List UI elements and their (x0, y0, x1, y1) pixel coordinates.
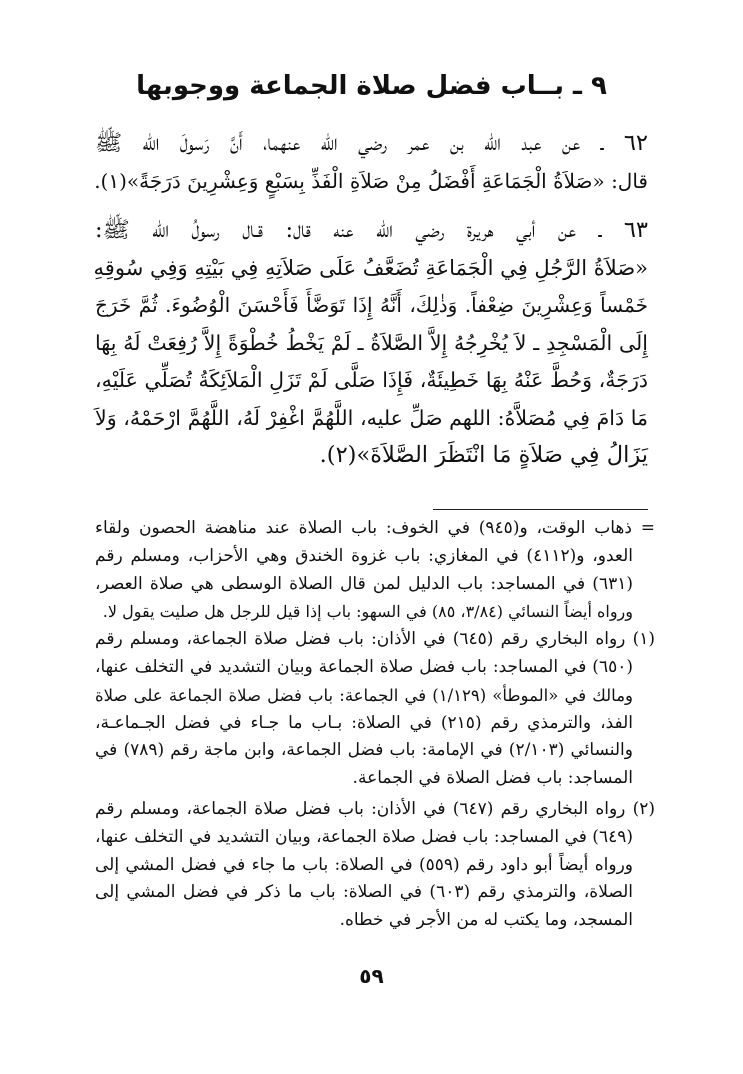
page-number: ٥٩ (359, 964, 384, 988)
hadith-63-line: ٦٣ ـ عن أبي هريرة رضي الله عنه قال: قـال رسولُ الله ﷺ: (95, 217, 648, 243)
footnote-line: الفذ، والترمذي رقم (٢١٥) في الصلاة: بـاب ما جـاء في فضل الجـماعـة، (95, 712, 633, 733)
hadith-63-line: خَمْساً وَعِشْرِينَ ضِعْفاً. وَذٰلِكَ، أَنَّهُ إِذَا تَوَضَّأَ فَأَحْسَنَ الْوُضُوءَ. ثُمَّ خَرَجَ (95, 293, 648, 317)
footnote-2 (95, 796, 655, 935)
footnote-line: (٦٣١) في المساجد: باب الدليل لمن قال الصلاة الوسطى هي صلاة العصر، (95, 573, 633, 594)
footnote-line: ورواه أيضاً أبو داود رقم (٥٥٩) في الصلاة: باب ما جاء في فضل المشي إلى (95, 854, 633, 875)
footnote-line: المساجد: باب فضل الصلاة في الجماعة. (352, 768, 633, 789)
chapter-title: ٩ ـ بــاب فضل صلاة الجماعة ووجوبها (136, 71, 607, 101)
footnote-line: العدو، و(٤١١٢) في المغازي: باب غزوة الخندق وهي الأحزاب، ومسلم رقم (95, 545, 633, 566)
hadith-63-line: دَرَجَةٌ، وَحُطَّ عَنْهُ بِهَا خَطِيئَةٌ، فَإِذَا صَلَّى لَمْ تَزَلِ الْمَلاَئِكَةُ تُصَلِّي عَلَيْهِ، (95, 368, 648, 392)
footnotes (95, 515, 655, 935)
footnote-divider (433, 509, 648, 510)
footnote-line: (٦٥٠) في المساجد: باب فضل صلاة الجماعة وبيان التشديد في التخلف عنها، (95, 656, 633, 677)
footnote-line: المسجد، وما يكتب له من الأجر في خطاه. (339, 910, 633, 931)
footnote-line: والنسائي (٢/١٠٣) في الإمامة: باب فضل الجماعة، وابن ماجة رقم (٧٨٩) في (95, 740, 633, 761)
footnote-line: (٢) رواه البخاري رقم (٦٤٧) في الأذان: باب فضل صلاة الجماعة، ومسلم رقم (95, 798, 655, 819)
footnote-line: (٦٤٩) في المساجد: باب فضل صلاة الجماعة، وبيان التشديد في التخلف عنها، (95, 826, 633, 847)
hadith-63-line: إِلَى الْمَسْجِدِ ـ لاَ يُخْرِجُهُ إِلاَّ الصَّلاَةُ ـ لَمْ يَخْطُ خُطْوَةً إِلاَّ رُفِعَتْ لَهُ بِهَا (95, 330, 648, 355)
footnote-1 (95, 626, 655, 793)
footnote-line: ورواه أيضاً النسائي (٣/٨٤، ٨٥) في السهو: باب إذا قيل للرجل هل صليت يقول لا. (102, 602, 633, 622)
hadith-62-line: قال: «صَلاَةُ الْجَمَاعَةِ أَفْضَلُ مِنْ صَلاَةِ الْفَذِّ بِسَبْعٍ وَعِشْرِينَ دَرَجَةً»(١). (94, 168, 648, 193)
hadith-63-line: يَزَالُ فِي صَلاَةٍ مَا انْتَظَرَ الصَّلاَةَ»(٢). (319, 442, 648, 468)
hadith-62 (95, 125, 648, 200)
footnote-line: الصلاة، والترمذي رقم (٦٠٣) في الصلاة: باب ما ذكر في فضل المشي إلى (95, 882, 633, 903)
footnote-line: (١) رواه البخاري رقم (٦٤٥) في الأذان: باب فضل صلاة الجماعة، ومسلم رقم (95, 629, 655, 650)
hadith-63 (95, 212, 648, 475)
footnote-line: = ذهاب الوقت، و(٩٤٥) في الخوف: باب الصلاة عند مناهضة الحصون ولقاء (95, 518, 655, 538)
footnote-continuation (95, 515, 655, 626)
hadith-62-line: ٦٢ ـ عن عبد الله بن عمر رضي الله عنهما، أَنَّ رَسولَ الله ﷺ (95, 130, 648, 156)
hadith-63-line: «صَلاَةُ الرَّجُلِ فِي الْجَمَاعَةِ تُضَعَّفُ عَلَى صَلاَتِهِ فِي بَيْتِهِ وَفِي سُوقِهِ (93, 255, 648, 280)
hadith-63-line: مَا دَامَ فِي مُصَلاَّهُ: اللهم صَلِّ عليه، اللَّهُمَّ اغْفِرْ لَهُ، اللَّهُمَّ ارْحَمْهُ، وَلاَ (95, 405, 648, 430)
footnote-line: ومالك في «الموطأ» (١/١٢٩) في الجماعة: باب فضل صلاة الجماعة على صلاة (95, 685, 634, 705)
